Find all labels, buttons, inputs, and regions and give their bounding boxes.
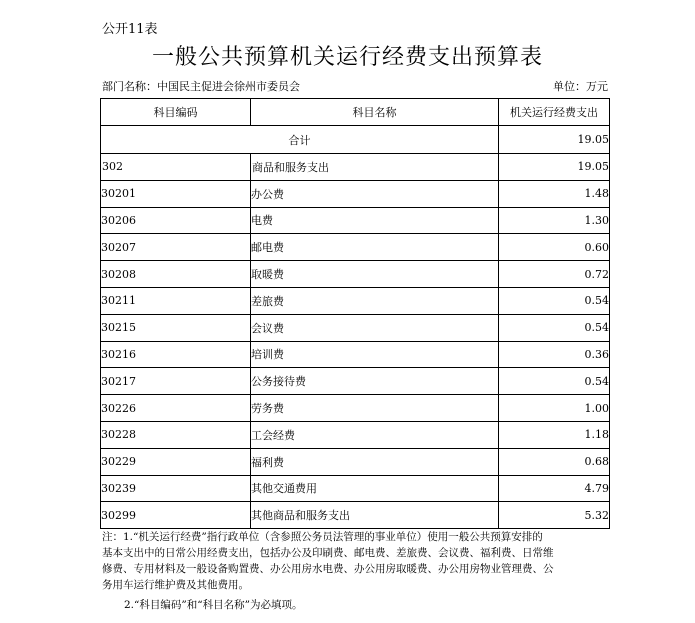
item-amount: 0.54: [499, 314, 610, 341]
item-amount: 4.79: [499, 475, 610, 502]
budget-table: [100, 98, 610, 529]
item-amount: 0.36: [499, 341, 610, 368]
table-row: [101, 154, 610, 181]
notes: [102, 529, 612, 593]
item-code: 30226: [101, 395, 251, 422]
table-row: [101, 234, 610, 261]
item-code: 30206: [101, 207, 251, 234]
item-amount: 0.54: [499, 368, 610, 395]
item-name: 邮电费: [251, 234, 499, 261]
item-name: 福利费: [251, 448, 499, 475]
item-amount: 0.60: [499, 234, 610, 261]
item-code: 30208: [101, 261, 251, 288]
item-code: 30229: [101, 448, 251, 475]
item-name: 商品和服务支出: [251, 154, 499, 181]
table-row: [101, 287, 610, 314]
note-line: 基本支出中的日常公用经费支出，包括办公及印刷费、邮电费、差旅费、会议费、福利费、日常维: [102, 547, 554, 559]
item-code: 30299: [101, 502, 251, 529]
total-row: [101, 126, 610, 154]
item-name: 取暖费: [251, 261, 499, 288]
item-code: 30217: [101, 368, 251, 395]
note-line: 注：1.“机关运行经费”指行政单位（含参照公务员法管理的事业单位）使用一般公共预算安排的: [102, 531, 543, 543]
item-code: 30207: [101, 234, 251, 261]
item-name: 劳务费: [251, 395, 499, 422]
table-header-row: [101, 99, 610, 126]
item-code: 30211: [101, 287, 251, 314]
note-line: 务用车运行维护费及其他费用。: [102, 579, 249, 591]
item-amount: 1.48: [499, 180, 610, 207]
item-amount: 19.05: [499, 154, 610, 181]
item-code: 30201: [101, 180, 251, 207]
table-row: [101, 180, 610, 207]
item-name: 差旅费: [251, 287, 499, 314]
item-amount: 1.18: [499, 421, 610, 448]
item-code: 302: [101, 154, 251, 181]
page-title: 一般公共预算机关运行经费支出预算表: [151, 45, 543, 70]
table-row: [101, 341, 610, 368]
table-row: [101, 207, 610, 234]
item-name: 工会经费: [251, 421, 499, 448]
department-label: 部门名称：中国民主促进会徐州市委员会: [102, 80, 300, 93]
total-amount: 19.05: [499, 126, 610, 154]
item-name: 其他商品和服务支出: [251, 502, 499, 529]
column-header-code: 科目编码: [101, 99, 251, 126]
table-row: [101, 261, 610, 288]
table-row: [101, 502, 610, 529]
table-row: [101, 448, 610, 475]
item-code: 30215: [101, 314, 251, 341]
total-label: 合计: [101, 126, 499, 154]
note-2: 2.“科目编码”和“科目名称”为必填项。: [124, 599, 303, 611]
item-name: 电费: [251, 207, 499, 234]
table-row: [101, 421, 610, 448]
item-name: 办公费: [251, 180, 499, 207]
column-header-amount: 机关运行经费支出: [499, 99, 610, 126]
item-amount: 0.72: [499, 261, 610, 288]
table-row: [101, 368, 610, 395]
item-name: 公务接待费: [251, 368, 499, 395]
item-code: 30228: [101, 421, 251, 448]
item-name: 会议费: [251, 314, 499, 341]
item-name: 培训费: [251, 341, 499, 368]
table-row: [101, 475, 610, 502]
note-line: 修费、专用材料及一般设备购置费、办公用房水电费、办公用房取暖费、办公用房物业管理费、公: [102, 563, 554, 575]
table-row: [101, 395, 610, 422]
item-amount: 5.32: [499, 502, 610, 529]
table-row: [101, 314, 610, 341]
item-name: 其他交通费用: [251, 475, 499, 502]
item-code: 30216: [101, 341, 251, 368]
column-header-name: 科目名称: [251, 99, 499, 126]
item-amount: 0.68: [499, 448, 610, 475]
item-code: 30239: [101, 475, 251, 502]
item-amount: 1.30: [499, 207, 610, 234]
unit-label: 单位：万元: [553, 80, 608, 93]
item-amount: 0.54: [499, 287, 610, 314]
item-amount: 1.00: [499, 395, 610, 422]
table-number: 公开11表: [102, 22, 158, 37]
